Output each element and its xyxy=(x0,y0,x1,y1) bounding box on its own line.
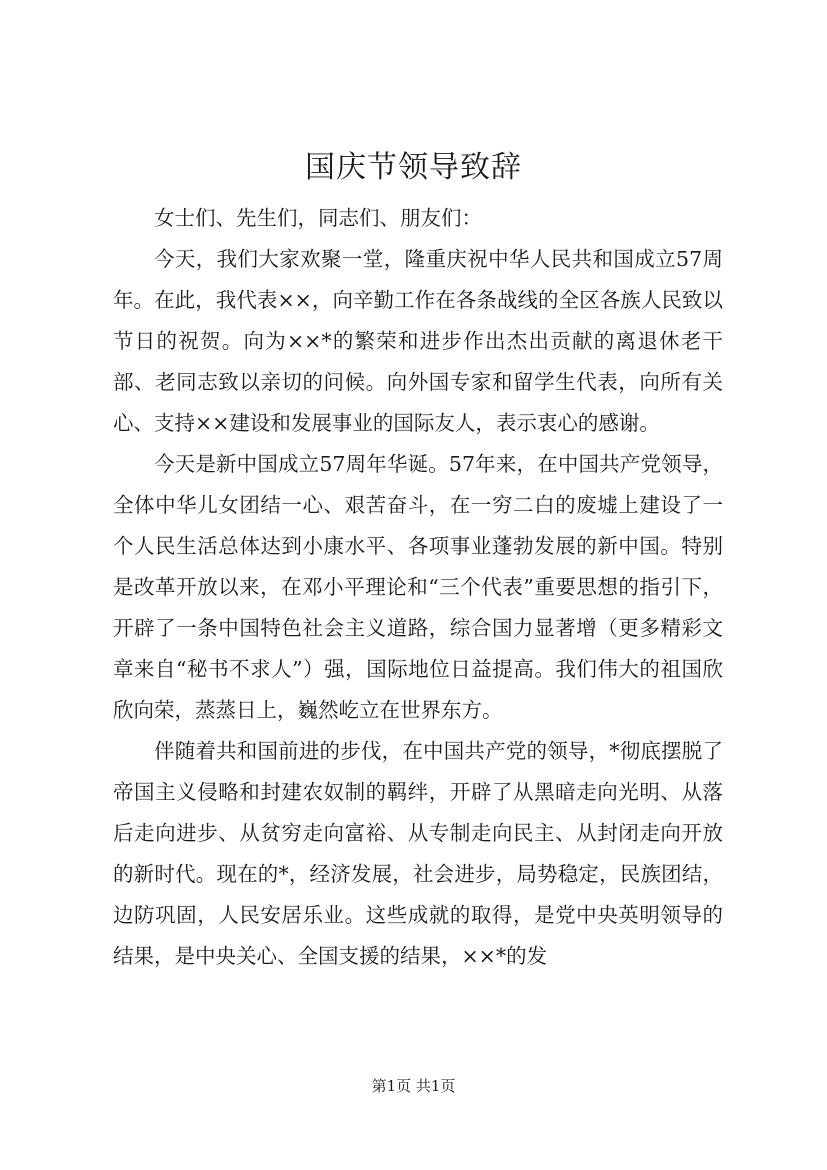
document-body xyxy=(113,198,723,977)
body-paragraph-1: 今天，我们大家欢聚一堂，隆重庆祝中华人民共和国成立57周年。在此，我代表××，向辛勤工作在各条战线的全区各族人民致以节日的祝贺。向为××*的繁荣和进步作出杰出贡献的离退休老干部、老同志致以亲切的问候。向外国专家和留学生代表，向所有关心、支持××建设和发展事业的国际友人，表示衷心的感谢。 xyxy=(113,247,723,435)
body-paragraph-2: 今天是新中国成立57周年华诞。57年来，在中国共产党领导，全体中华儿女团结一心、艰苦奋斗，在一穷二白的废墟上建设了一个人民生活总体达到小康水平、各项事业蓬勃发展的新中国。特别是改革开放以来，在邓小平理论和“三个代表”重要思想的指引下，开辟了一条中国特色社会主义道路，综合国力显著增（更多精彩文章来自“秘书不求人”）强，国际地位日益提高。我们伟大的祖国欣欣向荣，蒸蒸日上，巍然屹立在世界东方。 xyxy=(113,452,723,722)
salutation-paragraph: 女士们、先生们，同志们、朋友们： xyxy=(154,206,482,230)
page-footer: 第1页 共1页 xyxy=(371,1077,456,1095)
body-paragraph-3: 伴随着共和国前进的步伐，在中国共产党的领导，*彻底摆脱了帝国主义侵略和封建农奴制的羁绊，开辟了从黑暗走向光明、从落后走向进步、从贫穷走向富裕、从专制走向民主、从封闭走向开放的新时代。现在的*，经济发展，社会进步，局势稳定，民族团结，边防巩固，人民安居乐业。这些成就的取得，是党中央英明领导的结果，是中央关心、全国支援的结果，××*的发 xyxy=(113,739,723,968)
document-title: 国庆节领导致辞 xyxy=(305,150,522,185)
